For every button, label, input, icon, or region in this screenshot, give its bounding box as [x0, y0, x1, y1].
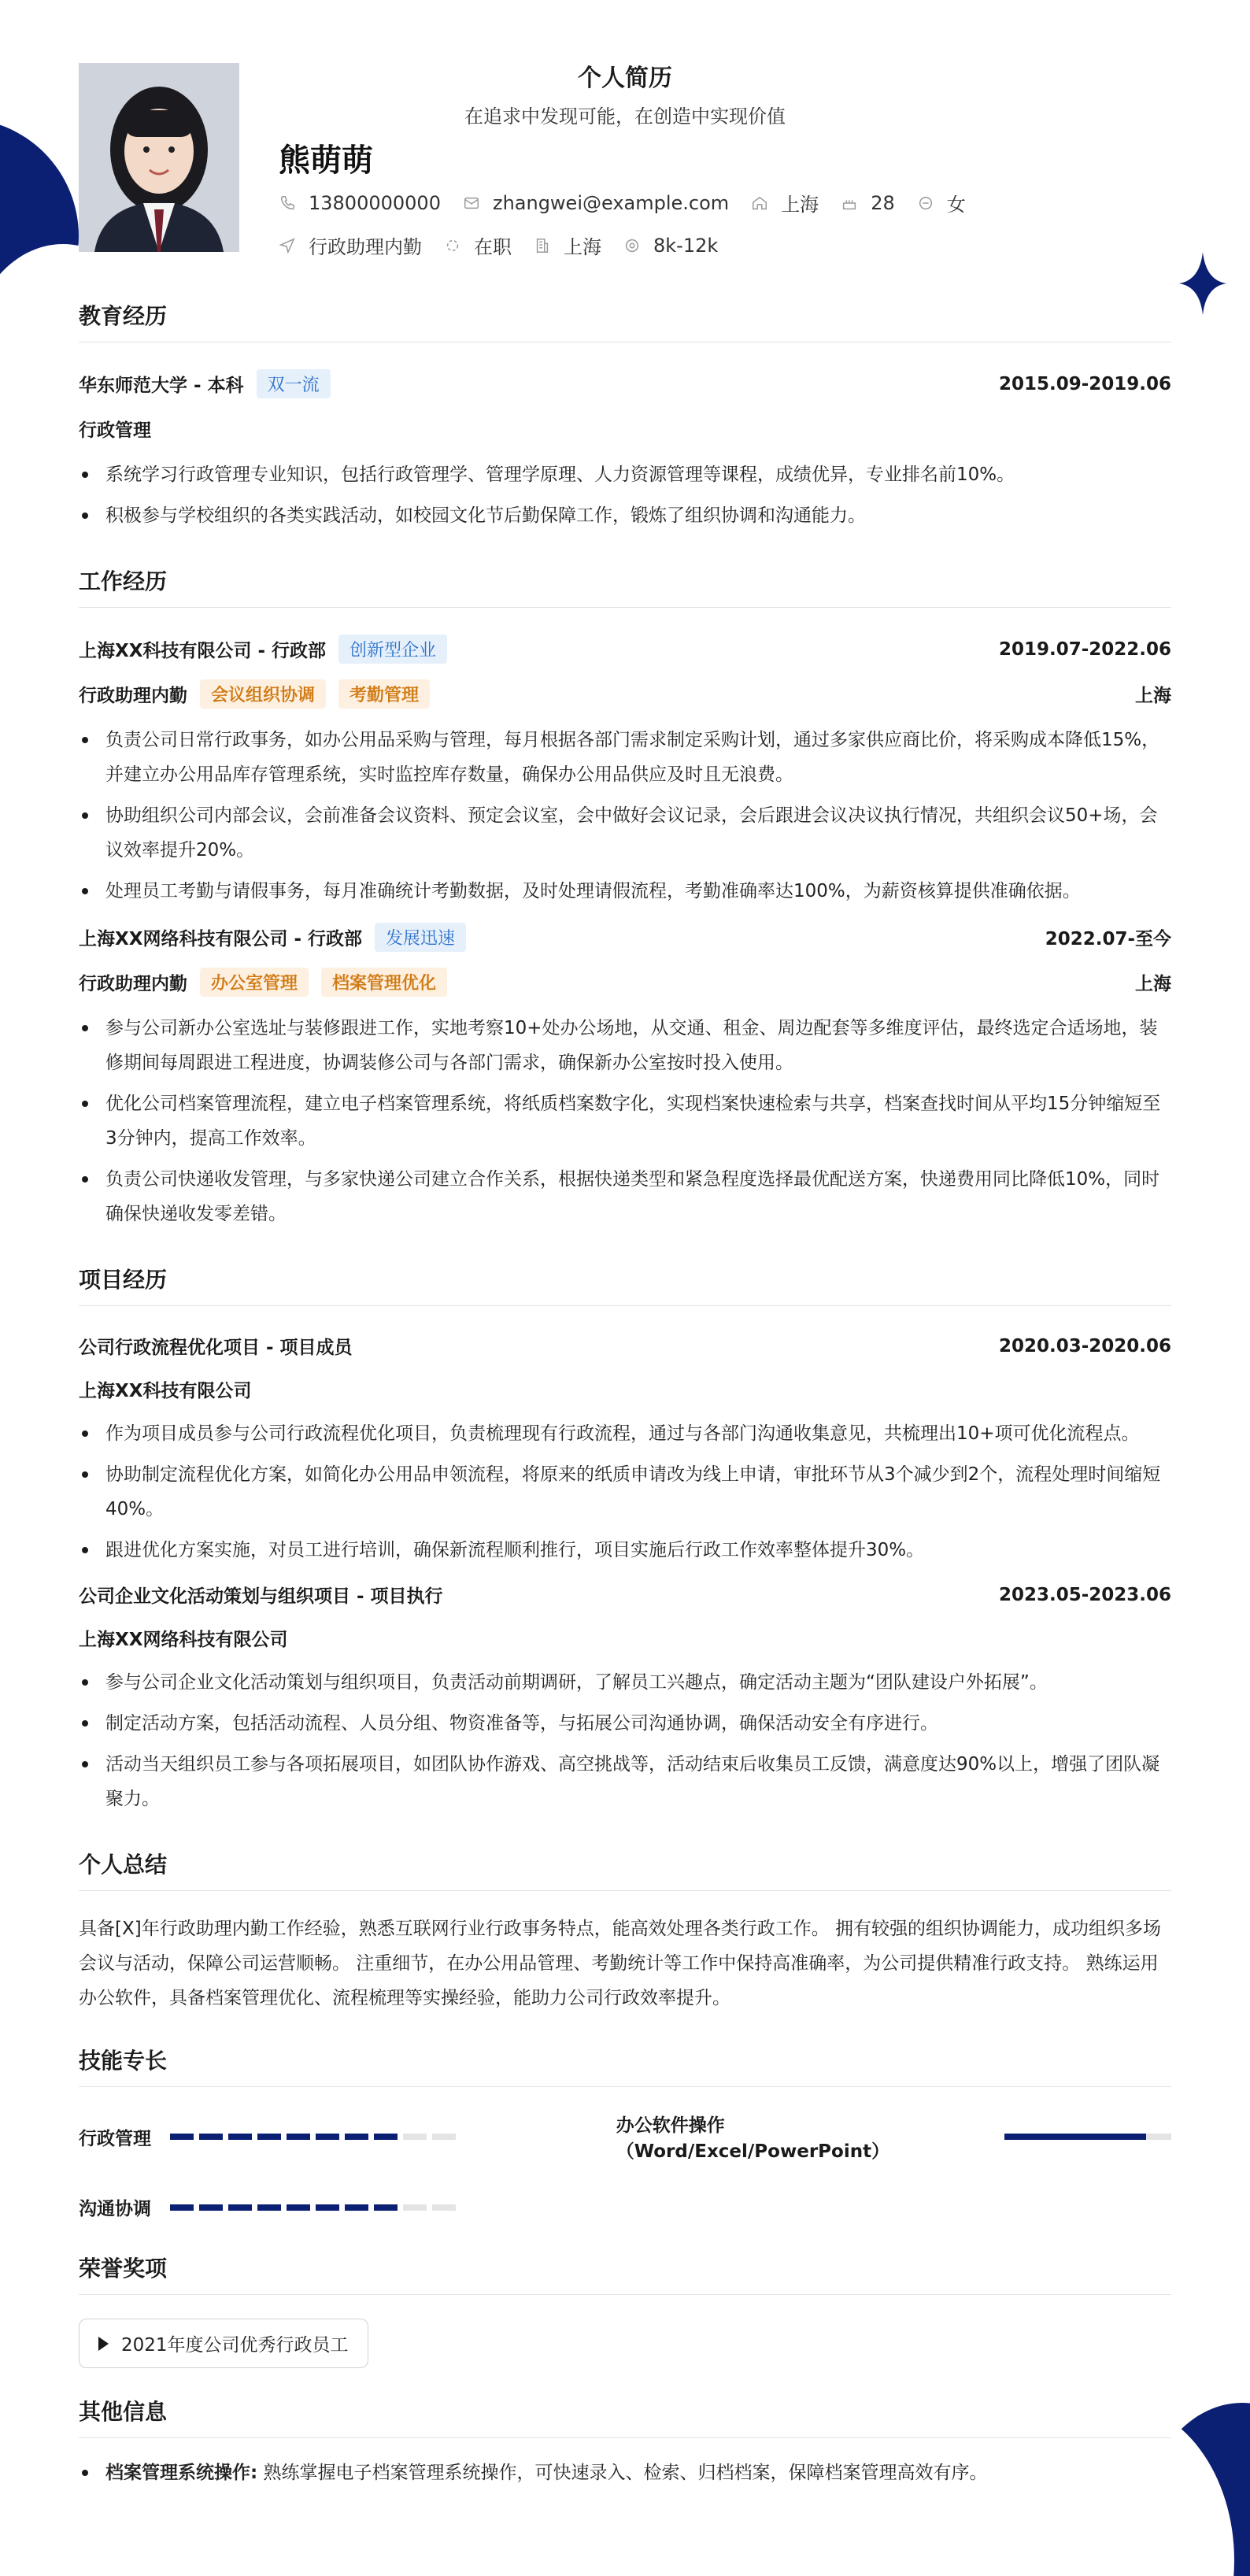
city-text: 上海 [781, 194, 819, 216]
skill-level-segment [403, 2134, 427, 2140]
resume-motto: 在追求中发现可能，在创造中实现价值 [464, 105, 786, 128]
gender-icon [917, 194, 934, 212]
position-item [279, 231, 422, 259]
school-line [79, 369, 331, 398]
skills-section [79, 2044, 1171, 2220]
skill-level-segment [403, 2204, 427, 2211]
other-text: 熟练掌握电子档案管理系统操作，可快速录入、检索、归档档案，保障档案管理高效有序。 [263, 2463, 988, 2483]
education-date: 2015.09-2019.06 [998, 373, 1171, 394]
sparkle-icon [1179, 252, 1226, 315]
send-icon [279, 237, 296, 254]
list-item: 参与公司企业文化活动策划与组织项目，负责活动前期调研，了解员工兴趣点，确定活动主题为“团队建设户外拓展”。 [79, 1665, 1171, 1700]
skill-item [79, 2111, 616, 2163]
skill-level-bar [170, 2134, 461, 2140]
work-section [79, 564, 1171, 1231]
work-city-item [534, 231, 601, 259]
email-text: zhangwei@example.com [492, 191, 730, 214]
role-line [79, 968, 447, 997]
company-name: 上海XX网络科技有限公司 - 行政部 [79, 929, 363, 949]
skill-item [79, 2194, 1171, 2220]
play-icon [98, 2337, 109, 2351]
status-item [444, 231, 512, 259]
project-name: 公司企业文化活动策划与组织项目 - 项目执行 [79, 1586, 443, 1607]
company-tag: 创新型企业 [338, 635, 447, 664]
section-title: 工作经历 [79, 564, 1171, 608]
skill-level-segment [374, 2204, 398, 2211]
section-title: 教育经历 [79, 299, 1171, 342]
school-tag: 双一流 [257, 369, 331, 398]
skill-level-segment [432, 2204, 456, 2211]
skill-level-segment [199, 2134, 223, 2140]
skill-level-segment [170, 2204, 194, 2211]
role-name: 行政助理内勤 [79, 686, 187, 706]
skill-level-segment [257, 2204, 281, 2211]
contact-row [279, 189, 988, 217]
projects-section [79, 1263, 1171, 1816]
project-org: 上海XX网络科技有限公司 [79, 1630, 288, 1650]
skill-tag: 会议组织协调 [200, 679, 326, 709]
other-label: 档案管理系统操作: [105, 2463, 258, 2483]
skill-tag: 办公室管理 [200, 968, 309, 997]
list-item: 协助组织公司内部会议，会前准备会议资料、预定会议室，会中做好会议记录，会后跟进会议决议执行情况，共组织会议50+场，会议效率提升20%。 [79, 798, 1171, 868]
list-item: 制定活动方案，包括活动流程、人员分组、物资准备等，与拓展公司沟通协调，确保活动安全有序进行。 [79, 1706, 1171, 1741]
awards-list [79, 2319, 1171, 2368]
major: 行政管理 [79, 420, 151, 441]
education-bullets [79, 457, 1171, 533]
phone-item [279, 192, 441, 214]
skill-level-segment [374, 2134, 398, 2140]
work-role-row [79, 968, 1171, 997]
phone-text: 13800000000 [309, 191, 441, 214]
skill-level-segment [170, 2134, 194, 2140]
home-icon [751, 194, 768, 212]
project-bullets [79, 1416, 1171, 1567]
work-location: 上海 [1135, 686, 1171, 706]
list-item: 协助制定流程优化方案，如简化办公用品申领流程，将原来的纸质申请改为线上申请，审批环节从3个减少到2个，流程处理时间缩短40%。 [79, 1457, 1171, 1527]
role-name: 行政助理内勤 [79, 974, 187, 994]
skill-item [616, 2111, 1171, 2163]
skill-name: 行政管理 [79, 2128, 151, 2149]
school-name: 华东师范大学 - 本科 [79, 376, 244, 396]
project-date: 2020.03-2020.06 [998, 1335, 1171, 1356]
work-date: 2019.07-2022.06 [998, 638, 1171, 660]
list-item: 负责公司快递收发管理，与多家快递公司建立合作关系，根据快递类型和紧急程度选择最优配送方案，快递费用同比降低10%，同时确保快递收发零差错。 [79, 1162, 1171, 1231]
skill-level-segment [257, 2134, 281, 2140]
skill-level-bar [1004, 2134, 1171, 2140]
project-entry-header [79, 1333, 1171, 1359]
list-item: 参与公司新办公室选址与装修跟进工作，实地考察10+处办公场地，从交通、租金、周边配套等多维度评估，最终选定合适场地，装修期间每周跟进工程进度，协调装修公司与各部门需求，确保新办公室按时投入使用。 [79, 1011, 1171, 1080]
work-bullets [79, 723, 1171, 909]
summary-text: 具备[X]年行政助理内勤工作经验，熟悉互联网行业行政事务特点，能高效处理各类行政工作。 拥有较强的组织协调能力，成功组织多场会议与活动，保障公司运营顺畅。 注重细节，在办公用品管理、考勤统计等工作中保持高准确率，为公司提供精准行政支持。 熟练运用办公软件，具备档案管理优化、流程梳理等实操经验，能助力公司行政效率提升。 [79, 1919, 1162, 2008]
list-item: 作为项目成员参与公司行政流程优化项目，负责梳理现有行政流程，通过与各部门沟通收集意见，共梳理出10+项可优化流程点。 [79, 1416, 1171, 1451]
skill-name: 办公软件操作（Word/Excel/PowerPoint） [616, 2115, 890, 2162]
section-title: 荣誉奖项 [79, 2252, 1171, 2295]
list-item: 跟进优化方案实施，对员工进行培训，确保新流程顺利推行，项目实施后行政工作效率整体提升30%。 [79, 1533, 1171, 1567]
work-location: 上海 [1135, 974, 1171, 994]
skill-tag: 档案管理优化 [321, 968, 447, 997]
skill-level-segment [228, 2134, 252, 2140]
project-entry-header [79, 1582, 1171, 1608]
resume-header [79, 0, 1171, 299]
work-entry-header [79, 635, 1171, 664]
section-title: 个人总结 [79, 1848, 1171, 1891]
skill-tag: 考勤管理 [338, 679, 430, 709]
section-title: 项目经历 [79, 1263, 1171, 1306]
candidate-name: 熊萌萌 [279, 142, 373, 179]
cake-icon [841, 194, 858, 212]
award-item [79, 2319, 368, 2368]
award-text: 2021年度公司优秀行政员工 [121, 2335, 349, 2356]
work-city-text: 上海 [564, 236, 601, 258]
skill-level-segment [345, 2204, 368, 2211]
list-item: 负责公司日常行政事务，如办公用品采购与管理，每月根据各部门需求制定采购计划，通过多家供应商比价，将采购成本降低15%，并建立办公用品库存管理系统，实时监控库存数量，确保办公用品供应及时且无浪费。 [79, 723, 1171, 792]
list-item: 积极参与学校组织的各类实践活动，如校园文化节后勤保障工作，锻炼了组织协调和沟通能力。 [79, 498, 1171, 533]
city-item [751, 189, 819, 217]
role-line [79, 679, 430, 709]
age-item [841, 192, 895, 214]
age-text: 28 [871, 191, 895, 214]
skill-level-segment [287, 2204, 310, 2211]
gender-item [917, 189, 966, 217]
summary-section [79, 1848, 1171, 2015]
list-item: 优化公司档案管理流程，建立电子档案管理系统，将纸质档案数字化，实现档案快速检索与共享，档案查找时间从平均15分钟缩短至3分钟内，提高工作效率。 [79, 1086, 1171, 1156]
project-date: 2023.05-2023.06 [998, 1584, 1171, 1605]
resume-title: 个人简历 [578, 65, 672, 92]
list-item: 系统学习行政管理专业知识，包括行政管理学、管理学原理、人力资源管理等课程，成绩优异，专业排名前10%。 [79, 457, 1171, 492]
job-intent-row [279, 231, 740, 259]
company-name: 上海XX科技有限公司 - 行政部 [79, 641, 327, 661]
section-title: 其他信息 [79, 2395, 1171, 2438]
other-bullets [79, 2456, 1171, 2490]
skill-level-fill [1004, 2134, 1147, 2140]
skill-level-segment [432, 2134, 456, 2140]
project-bullets [79, 1665, 1171, 1816]
awards-section [79, 2252, 1171, 2368]
skill-level-segment [316, 2204, 339, 2211]
list-item: 活动当天组织员工参与各项拓展项目，如团队协作游戏、高空挑战等，活动结束后收集员工反馈，满意度达90%以上，增强了团队凝聚力。 [79, 1747, 1171, 1816]
work-bullets [79, 1011, 1171, 1231]
section-title: 技能专长 [79, 2044, 1171, 2087]
skill-level-segment [316, 2134, 339, 2140]
education-section [79, 299, 1171, 533]
mail-icon [463, 194, 480, 212]
education-entry-header [79, 369, 1171, 398]
gender-text: 女 [946, 194, 966, 216]
work-role-row [79, 679, 1171, 709]
other-section [79, 2395, 1171, 2490]
work-date: 2022.07-至今 [1045, 929, 1171, 949]
skills-row [79, 2111, 1171, 2163]
phone-icon [279, 194, 296, 212]
building-icon [534, 237, 551, 254]
status-icon [444, 237, 461, 254]
project-name: 公司行政流程优化项目 - 项目成员 [79, 1338, 353, 1358]
skill-level-segment [199, 2204, 223, 2211]
salary-text: 8k-12k [653, 234, 719, 257]
salary-item [623, 235, 718, 257]
company-line [79, 635, 447, 664]
skill-name: 沟通协调 [79, 2199, 151, 2219]
status-text: 在职 [474, 236, 512, 258]
company-tag: 发展迅速 [375, 923, 466, 952]
skill-level-bar [170, 2204, 461, 2211]
list-item [79, 2456, 1171, 2490]
skill-level-segment [287, 2134, 310, 2140]
project-org: 上海XX科技有限公司 [79, 1381, 252, 1401]
work-entry-header [79, 923, 1171, 952]
email-item [463, 192, 729, 214]
company-line [79, 923, 466, 952]
list-item: 处理员工考勤与请假事务，每月准确统计考勤数据，及时处理请假流程，考勤准确率达100%，为薪资核算提供准确依据。 [79, 874, 1171, 909]
position-text: 行政助理内勤 [309, 236, 422, 258]
coin-icon [623, 237, 641, 254]
skill-level-segment [345, 2134, 368, 2140]
skill-level-segment [228, 2204, 252, 2211]
